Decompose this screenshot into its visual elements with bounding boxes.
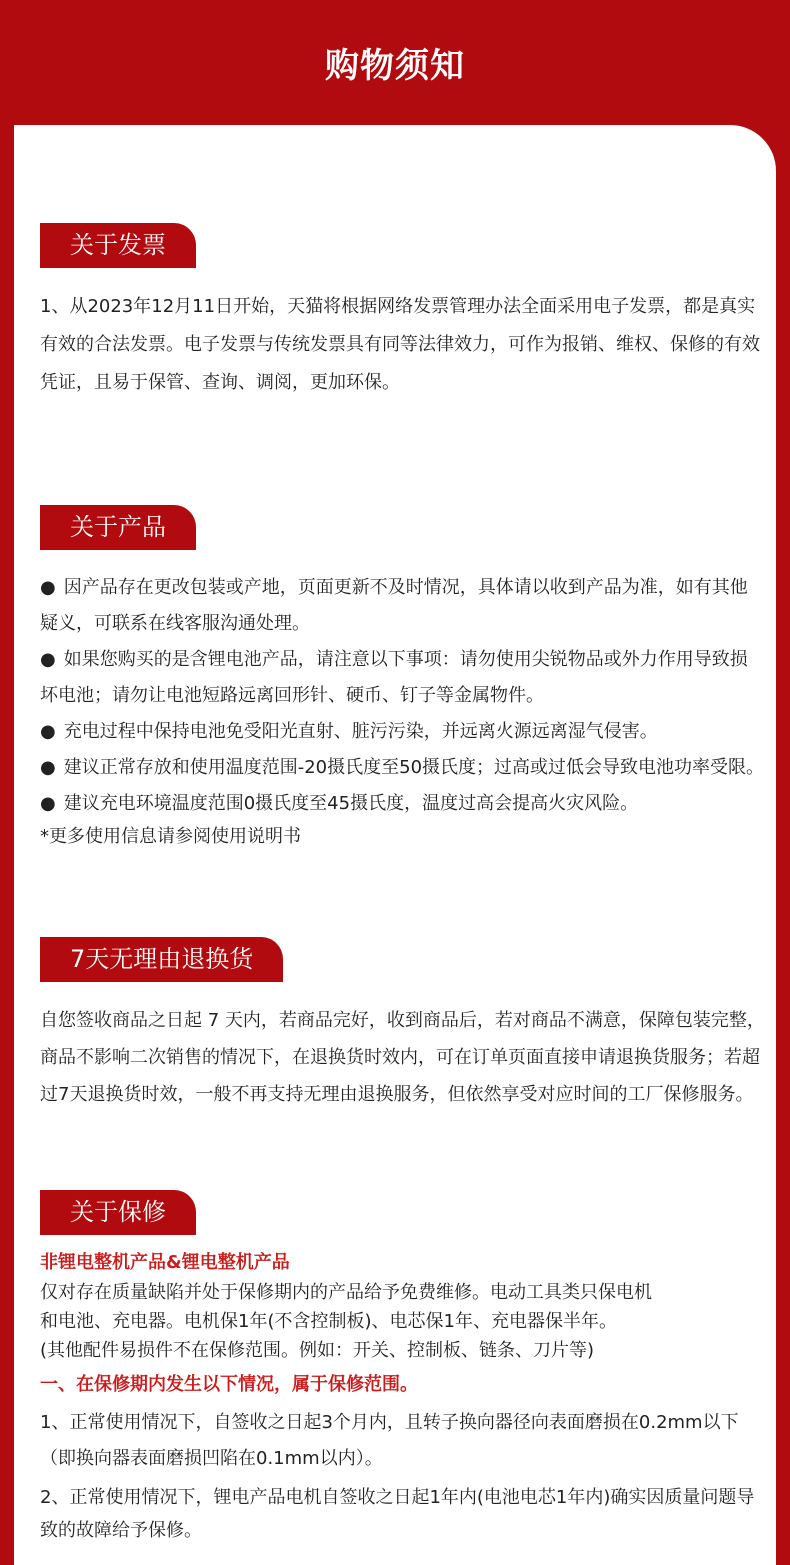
product-bullet-text: 建议正常存放和使用温度范围-20摄氏度至50摄氏度；过高或过低会导致电池功率受限。 [63,757,765,778]
warranty-line: 和电池、充电器。电机保1年(不含控制板)、电芯保1年、充电器保半年。 [40,1311,617,1332]
warranty-item-text: 正常使用情况下，自签收之日起3个月内，且转子换向器径向表面磨损在0.2mm以下（即换向器表面磨损凹陷在0.1mm以内）。 [40,1412,739,1469]
product-bullet-text: 建议充电环境温度范围0摄氏度至45摄氏度，温度过高会提高火灾风险。 [63,793,639,814]
invoice-text [40,288,765,402]
product-bullet-item [40,750,765,786]
product-bullet-text: 充电过程中保持电池免受阳光直射、脏污污染，并远离火源远离湿气侵害。 [63,721,658,742]
bullet-icon: ● [40,649,56,670]
bullet-icon: ● [40,721,56,742]
page-title: 购物须知 [325,46,465,86]
product-bullet-text: 如果您购买的是含锂电池产品，请注意以下事项：请勿使用尖锐物品或外力作用导致损坏电池；请勿让电池短路远离回形针、硬币、钉子等金属物件。 [40,649,748,706]
warranty-item-number: 1、 [40,1412,70,1433]
warranty-section-title: 一、在保修期内发生以下情况，属于保修范围。 [40,1374,418,1395]
returns-text [40,1002,765,1113]
product-bullet-item [40,714,765,750]
warranty-subtitle: 非锂电整机产品&锂电整机产品 [40,1252,290,1273]
product-bullet-list [40,570,765,852]
product-bullet-item [40,786,765,822]
bullet-icon: ● [40,757,56,778]
invoice-paragraph: 1、从2023年12月11日开始，天猫将根据网络发票管理办法全面采用电子发票，都是真实有效的合法发票。电子发票与传统发票具有同等法律效力，可作为报销、维权、保修的有效凭证，且易于保管、查询、调阅，更加环保。 [40,296,760,393]
warranty-item-text: 正常使用情况下，锂电产品电机自签收之日起1年内(电池电芯1年内)确实因质量问题导致的故障给予保修。 [40,1487,755,1541]
warranty-item [40,1481,765,1547]
bullet-icon: ● [40,577,56,598]
bullet-icon: ● [40,793,56,814]
warranty-line: (其他配件易损件不在保修范围。例如：开关、控制板、链条、刀片等) [40,1340,595,1361]
warranty-line: 仅对存在质量缺陷并处于保修期内的产品给予免费维修。电动工具类只保电机 [40,1282,652,1303]
warranty-content [40,1248,765,1547]
warranty-item-number: 2、 [40,1487,70,1508]
product-bullet-text: 因产品存在更改包装或产地，页面更新不及时情况，具体请以收到产品为准，如有其他疑义，可联系在线客服沟通处理。 [40,577,748,634]
product-bullet-item [40,570,765,642]
product-section-tag: 关于产品 [40,505,196,550]
returns-section-tag: 7天无理由退换货 [40,937,283,982]
warranty-item [40,1405,765,1477]
invoice-section-tag: 关于发票 [40,223,196,268]
product-bullet-item [40,642,765,714]
product-note: *更多使用信息请参阅使用说明书 [40,826,301,847]
returns-paragraph: 自您签收商品之日起 7 天内，若商品完好，收到商品后，若对商品不满意，保障包装完整，商品不影响二次销售的情况下，在退换货时效内，可在订单页面直接申请退换货服务；若超过7天退换货时效，一般不再支持无理由退换服务，但依然享受对应时间的工厂保修服务。 [40,1010,765,1105]
warranty-section-tag: 关于保修 [40,1190,196,1235]
